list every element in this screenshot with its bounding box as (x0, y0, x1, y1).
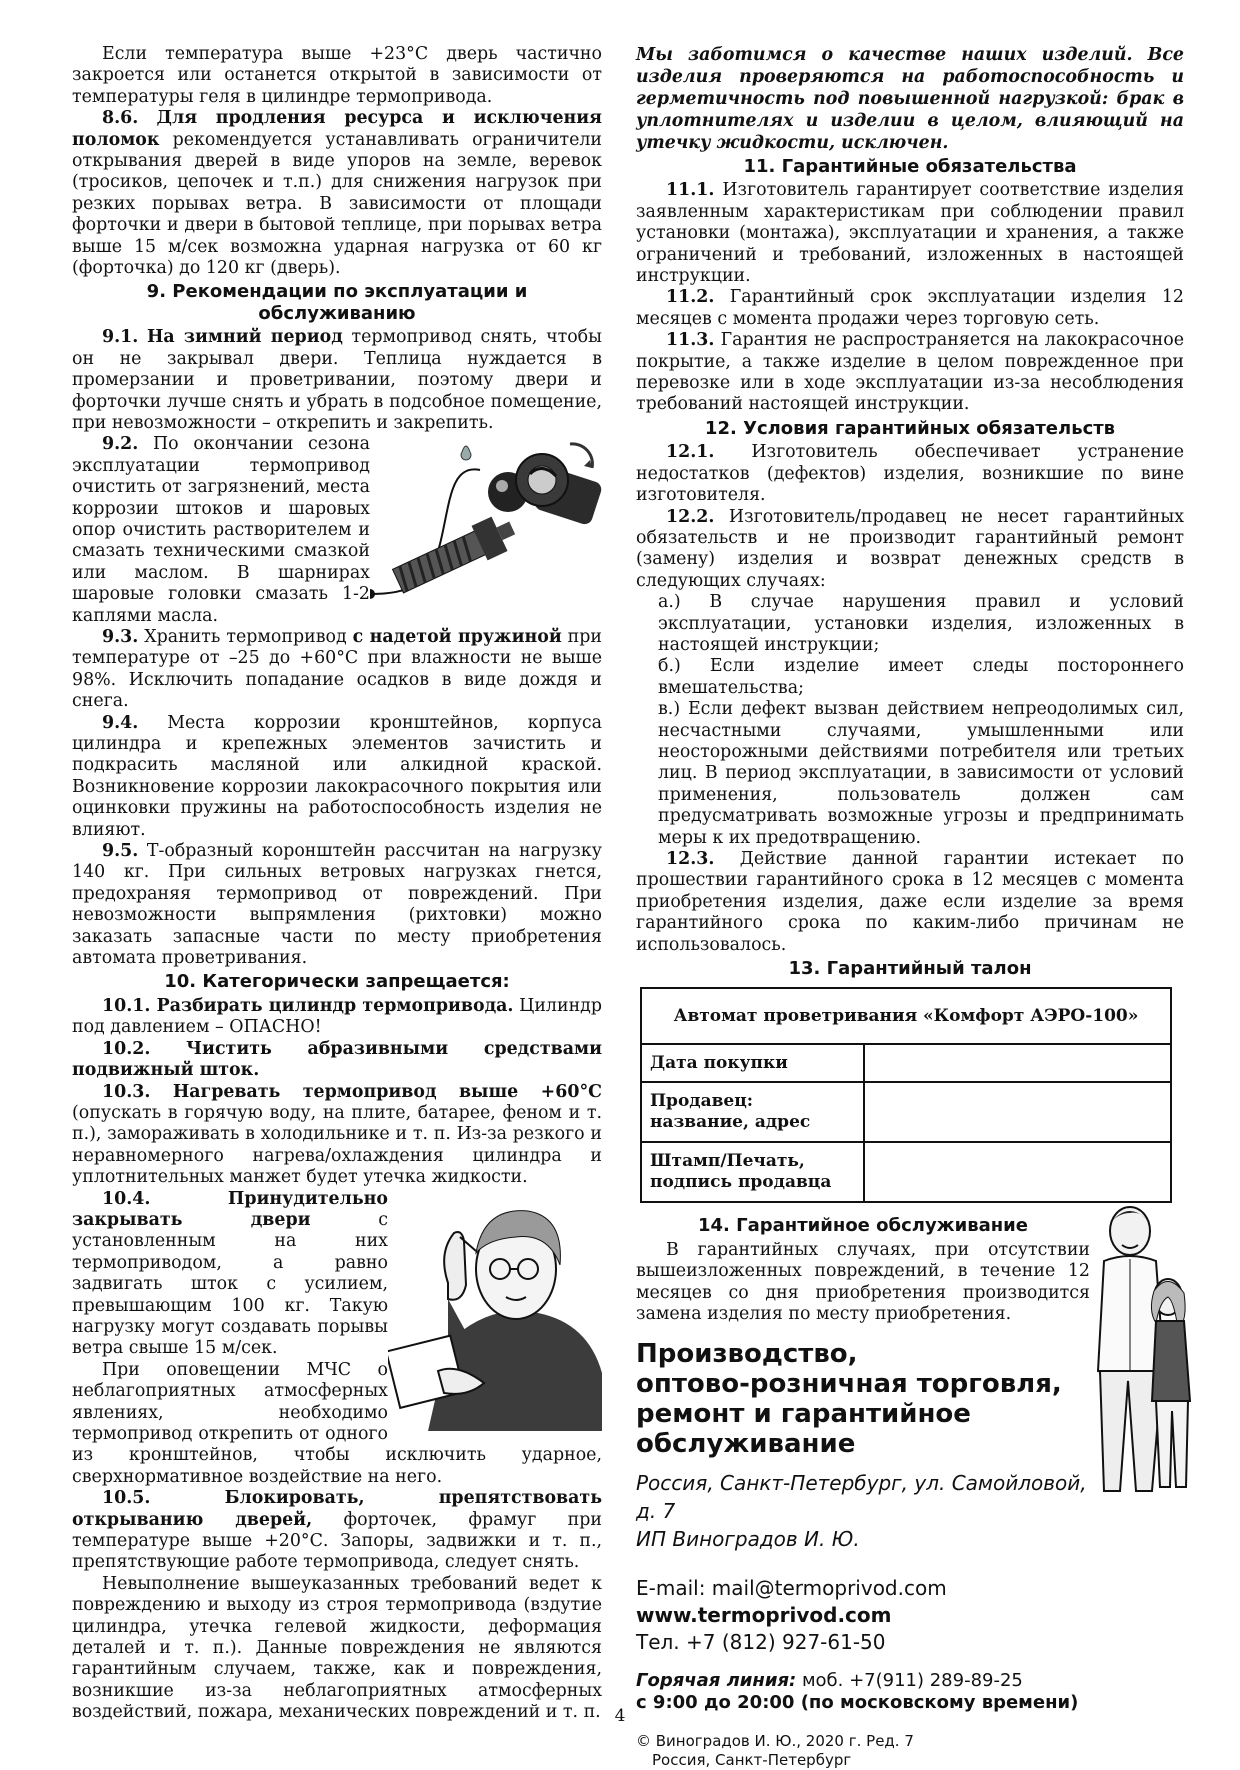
heading-section-9: 9. Рекомендации по эксплуатации и обслуживанию (146, 281, 528, 324)
hotline-number[interactable]: моб. +7(911) 289-89-25 (796, 1670, 1023, 1692)
p103-text: (опускать в горячую воду, на плите, батарее, феном и т. п.), замораживать в холодильнике и т. п. Из-за резкого и неравномерного нагрева/охлаждения цилиндра и уплотнительных манжет будет утечка жидкости. (72, 1102, 602, 1188)
production-line-1: Производство, (636, 1339, 858, 1370)
p103-bold: 10.3. Нагревать термопривод выше +60°С (102, 1081, 602, 1102)
hotline-line (636, 1670, 1184, 1692)
p121-text: Изготовитель обеспечивает устранение недостатков (дефектов) изделия, возникшие по вине изготовителя. (636, 442, 1184, 506)
stamp-field[interactable] (864, 1142, 1171, 1202)
paragraph-12-1 (636, 442, 1184, 506)
stamp-label-line2: подпись продавца (650, 1172, 832, 1193)
p105-bold: 10.5. Блокировать, препятствовать открыванию дверей, (72, 1488, 602, 1530)
p122-num: 12.2. (666, 506, 715, 527)
heading-section-11: 11. Гарантийные обязательства (743, 156, 1077, 177)
paragraph-12-3 (636, 849, 1184, 956)
paragraph-11-1 (636, 180, 1184, 287)
thinking-man-illustration (388, 1193, 602, 1431)
website-link[interactable]: www.termoprivod.com (636, 1603, 892, 1628)
owner-line: ИП Виноградов И. Ю. (636, 1527, 860, 1552)
p101-text: Цилиндр под давлением – ОПАСНО! (72, 995, 602, 1038)
contacts (636, 1575, 1184, 1656)
paragraph-11-2 (636, 287, 1184, 330)
paragraph-11-3 (636, 330, 1184, 416)
couple-illustration (1090, 1201, 1194, 1501)
stamp-label (641, 1142, 864, 1202)
p104-bold: 10.4. Принудительно закрывать двери (72, 1188, 388, 1230)
ball-joint-illustration (370, 434, 602, 614)
p86-bold: Для продления ресурса и исключения поломок (72, 108, 602, 150)
paragraph-10-2 (72, 1039, 602, 1082)
paragraph-9-5 (72, 841, 602, 969)
production-line-4: обслуживание (636, 1429, 856, 1460)
p111-num: 11.1. (666, 180, 715, 201)
p94-text: Места коррозии кронштейнов, корпуса цилиндра и крепежных элементов зачистить и подкрасить масляной или алкидной краской. Возникновение коррозии лакокрасочного покрытия или оцинковки пружины на работоспособность изделия не влияют. (72, 712, 602, 840)
p122-text: Изготовитель/продавец не несет гарантийных обязательств и не производит гарантийный ремонт (замену) изделия и возврат денежных средств в следующих случаях: (636, 506, 1184, 591)
p104-text: с установленным на них термоприводом, а равно задвигать шток с усилием, превышающим 100 кг. Такую нагрузку могут создавать порывы ветра свыше 15 м/сек. (72, 1209, 388, 1359)
p112-num: 11.2. (666, 287, 715, 308)
p91-bold: На зимний период (147, 327, 343, 348)
p91-num: 9.1. (102, 327, 139, 348)
p93-bold: с надетой пружиной (352, 626, 562, 647)
paragraph-final: Невыполнение вышеуказанных требований ведет к повреждению и выходу из строя термопривода (вздутие цилиндра, утечка гелевой жидкости, деформация деталей и т. п.). Данные повреждения не являются гарантийным случаем, также, как и повреждения, возникшие из-за неблагоприятных атмосферных воздействий, пожара, механических повреждений и т. п. (72, 1573, 602, 1723)
p121-num: 12.1. (666, 442, 715, 463)
phone-text[interactable]: Тел. +7 (812) 927-61-50 (636, 1630, 886, 1655)
p95-text: Т-образный коронштейн рассчитан на нагрузку 140 кг. При сильных ветровых нагрузках гнется, предохраняя термопривод от повреждений. При невозможности выпрямления (рихтовки) можно заказать запасные части по месту приобретения автомата проветривания. (72, 841, 602, 969)
seller-label-line2: название, адрес (650, 1112, 811, 1133)
production-line-3: ремонт и гарантийное (636, 1399, 971, 1430)
page-number: 4 (614, 1706, 626, 1726)
paragraph-mchs: При оповещении МЧС о неблагоприятных атмосферных явлениях, необходимо термопривод открепить от одного из кронштейнов, чтобы исключить ударное, сверхнормативное воздействие на него. (72, 1359, 602, 1487)
heading-section-10: 10. Категорически запрещается: (164, 971, 510, 993)
copyright-line: © Виноградов И. Ю., 2020 г. Ред. 7 (636, 1732, 914, 1751)
p92-text: По окончании сезона эксплуатации термопривод очистить от загрязнений, места коррозии штоков и шаровых опор очистить растворителем и смазать техническими смазкой или маслом. В шарнирах шаровые головки смазать 1-2 каплями масла. (72, 434, 370, 626)
p112-text: Гарантийный срок эксплуатации изделия 12 месяцев с момента продажи через торговую сеть. (636, 287, 1184, 329)
p113-num: 11.3. (666, 330, 715, 351)
seller-label-line1: Продавец: (650, 1091, 754, 1112)
p113-text: Гарантия не распространяется на лакокрасочное покрытие, а также изделие в целом поврежденное при перевозке или в ходе эксплуатации из-за несоблюдения требований настоящей инструкции. (636, 330, 1184, 415)
paragraph-9-3 (72, 627, 602, 713)
paragraph-14: В гарантийных случаях, при отсутствии вышеизложенных повреждений, в течение 12 месяцев со дня приобретения производится замена изделия по месту приобретения. (636, 1239, 1090, 1325)
p91-text: термопривод снять, чтобы он не закрывал двери. Теплица нуждается в промерзании и проветривании, поэтому двери и форточки лучше снять и убрать в подсобное помещение, при невозможности – открепить и закрепить. (72, 327, 602, 433)
paragraph-10-1 (72, 996, 602, 1039)
paragraph-temperature: Если температура выше +23°С дверь частично закроется или останется открытой в зависимости от температуры геля в цилиндре термопривода. (72, 44, 602, 107)
hotline-label: Горячая линия: (636, 1670, 797, 1692)
paragraph-12-2 (636, 507, 1184, 593)
list-item-v: в.) Если дефект вызван действием непреодолимых сил, несчастными случаями, умышленными или неосторожными действиями потребителя или третьих лиц. В период эксплуатации, в зависимости от условий применения, пользователь должен сам предусматривать возможные угрозы и предпринимать меры к их предотвращению. (658, 699, 1184, 848)
p94-num: 9.4. (102, 712, 139, 733)
warranty-card-table (640, 987, 1172, 1203)
p123-text: Действие данной гарантии истекает по прошествии гарантийного срока в 12 месяцев с момента приобретения изделия, даже если изделие за время гарантийного срока по каким-либо причинам не использовалось. (636, 849, 1184, 955)
heading-section-12: 12. Условия гарантийных обязательств (704, 417, 1116, 439)
p101-bold: 10.1. Разбирать цилиндр термопривода. (102, 995, 514, 1016)
list-item-b: б.) Если изделие имеет следы постороннего вмешательства; (658, 656, 1184, 698)
p93-a: Хранить термопривод (138, 626, 353, 647)
paragraph-8-6 (72, 108, 602, 279)
p92-num: 9.2. (102, 434, 139, 455)
p102-bold: 10.2. Чистить абразивными средствами подвижный шток. (72, 1038, 602, 1081)
p105-text: форточек, фрамуг при температуре выше +20°С. Запоры, задвижки и т. п., препятствующие работе термопривода, следует снять. (72, 1509, 602, 1573)
email-text[interactable]: E-mail: mail@termoprivod.com (636, 1576, 947, 1601)
seller-field[interactable] (864, 1082, 1171, 1142)
left-column (72, 44, 602, 1724)
quality-notice: Мы заботимся о качестве наших изделий. Все изделия проверяются на работоспособность и герметичность под повышенной нагрузкой: брак в уплотнителях и изделии в целом, влияющий на утечку жидкости, исключен. (636, 45, 1184, 153)
copyright-place: Россия, Санкт-Петербург (652, 1751, 852, 1770)
paragraph-9-4 (72, 713, 602, 841)
warranty-card-title: Автомат проветривания «Комфорт АЭРО-100» (641, 988, 1171, 1044)
heading-section-14: 14. Гарантийное обслуживание (697, 1215, 1028, 1237)
p111-text: Изготовитель гарантирует соответствие изделия заявленным характеристикам при соблюдении правил установки (монтажа), эксплуатации и хранения, а также ограничений и требований, изложенных в настоящей инструкции. (636, 180, 1184, 287)
purchase-date-field[interactable] (864, 1044, 1171, 1082)
heading-section-13: 13. Гарантийный талон (788, 958, 1032, 980)
purchase-date-label: Дата покупки (641, 1044, 864, 1082)
p86-num: 8.6. (102, 108, 139, 129)
paragraph-9-1 (72, 327, 602, 434)
copyright-block (636, 1732, 1184, 1770)
p123-num: 12.3. (666, 849, 715, 869)
hotline-hours: с 9:00 до 20:00 (по московскому времени) (636, 1692, 1079, 1714)
paragraph-10-3 (72, 1082, 602, 1189)
p93-b: при температуре от –25 до +60°С при влажности не выше 98%. Исключить попадание осадков в виде дождя и снега. (72, 626, 602, 712)
stamp-label-line1: Штамп/Печать, (650, 1151, 805, 1172)
p93-num: 9.3. (102, 626, 139, 647)
right-column (636, 44, 1184, 1770)
p95-num: 9.5. (102, 841, 139, 862)
p86-text: рекомендуется устанавливать ограничители открывания дверей в виде упоров на земле, веревок (тросиков, цепочек и т.п.) для снижения нагрузок при резких порывах ветра. В зависимости от площади форточки и двери в бытовой теплице, при порывах ветра выше 15 м/сек возможна ударная нагрузка от 60 кг (форточка) до 120 кг (дверь). (72, 129, 602, 279)
list-item-a: а.) В случае нарушения правил и условий эксплуатации, установки изделия, изложенных в настоящей инструкции; (658, 592, 1184, 655)
address-line: Россия, Санкт-Петербург, ул. Самойловой, д. 7 (636, 1471, 1087, 1524)
production-line-2: оптово-розничная торговля, (636, 1369, 1062, 1400)
paragraph-10-5 (72, 1488, 602, 1574)
seller-label (641, 1082, 864, 1142)
